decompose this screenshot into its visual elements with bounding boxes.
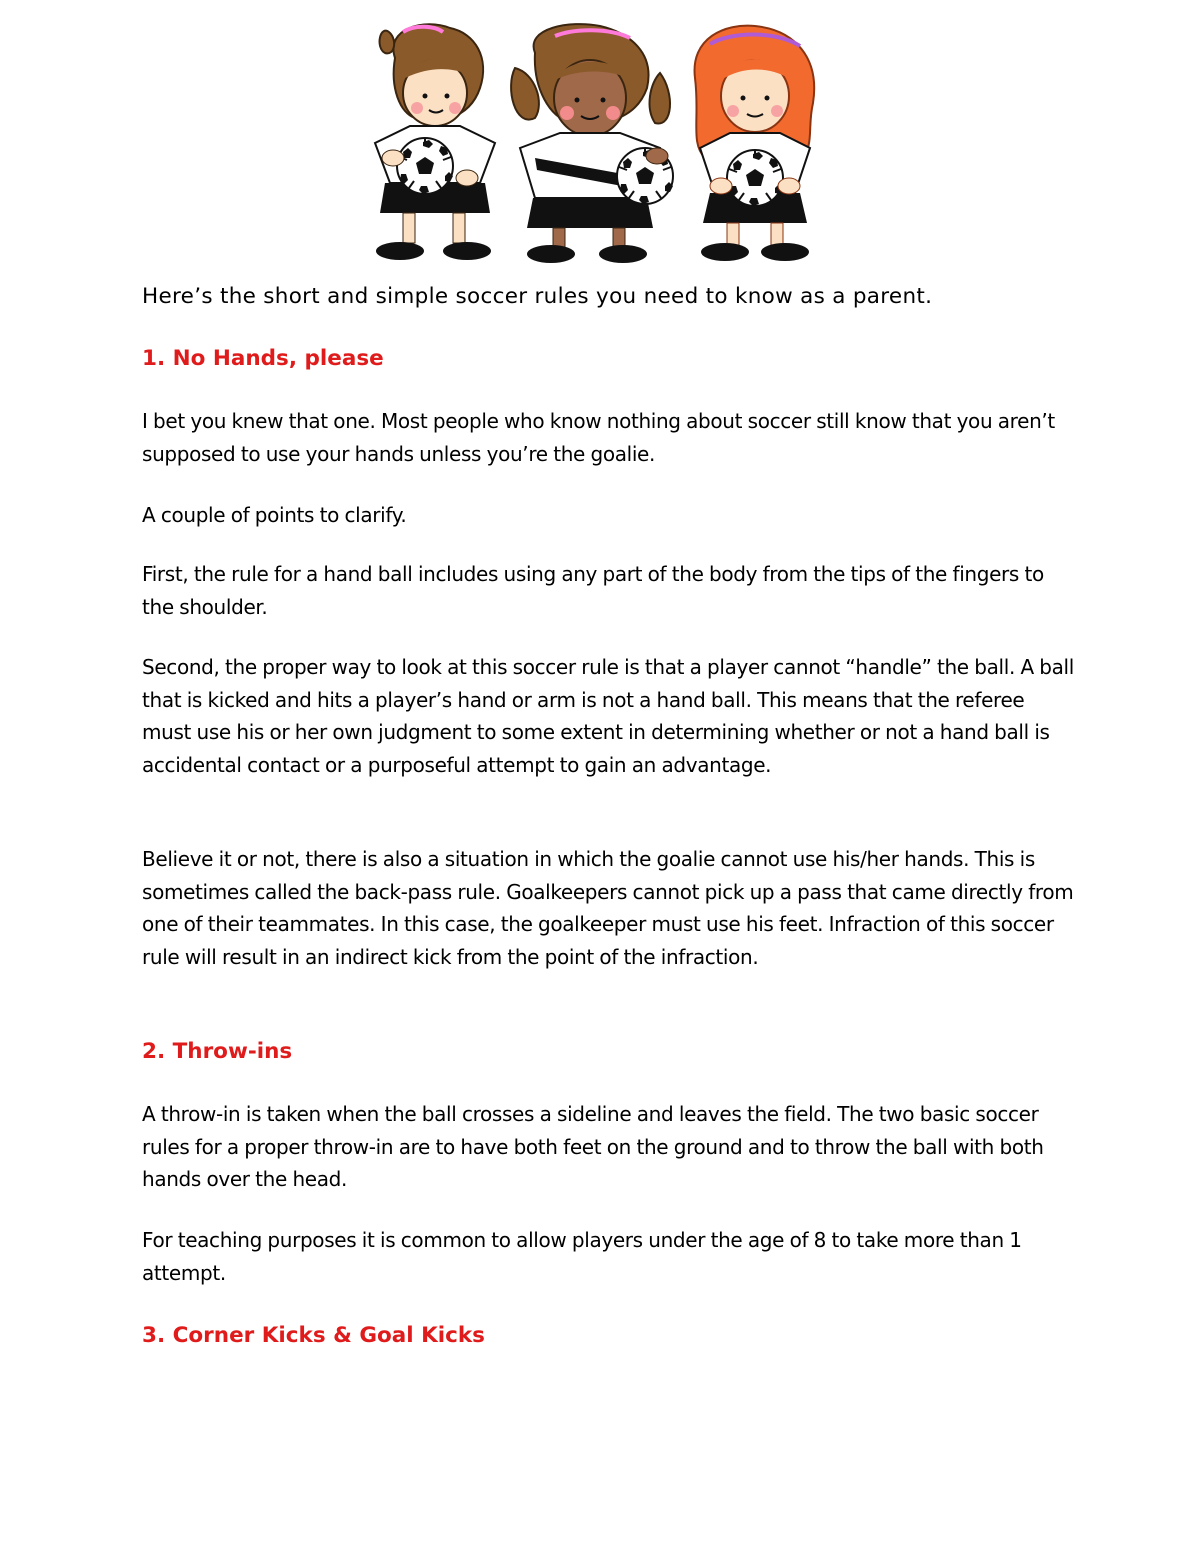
section-2-paragraph-1: A throw-in is taken when the ball crosses a sideline and leaves the field. The two basic soccer rules for a proper throw-in are to have both feet on the ground and to throw the ball with both hands over the head. (142, 1102, 1044, 1192)
section-1-heading: 1. No Hands, please (142, 346, 384, 371)
section-1-paragraph-1: I bet you knew that one. Most people who know nothing about soccer still know that you aren’t supposed to use your hands unless you’re the goalie. (142, 409, 1055, 466)
section-1-paragraph-2: A couple of points to clarify. (142, 503, 407, 527)
intro-text: Here’s the short and simple soccer rules you need to know as a parent. (142, 284, 933, 309)
section-2-paragraph-2: For teaching purposes it is common to allow players under the age of 8 to take more than 1 attempt. (142, 1228, 1022, 1285)
section-1-paragraph-5: Believe it or not, there is also a situation in which the goalie cannot use his/her hands. This is sometimes called the back-pass rule. Goalkeepers cannot pick up a pass that came directly from one of their teammates. In this case, the goalkeeper must use his feet. Infraction of this soccer rule will result in an indirect kick from the point of the infraction. (142, 847, 1074, 969)
girl-1-figure (375, 24, 495, 260)
section-3-heading: 3. Corner Kicks & Goal Kicks (142, 1323, 485, 1348)
girl-2-figure (511, 24, 673, 263)
three-girls-soccer-illustration (355, 18, 845, 268)
section-1-paragraph-4: Second, the proper way to look at this soccer rule is that a player cannot “handle” the ball. A ball that is kicked and hits a player’s hand or arm is not a hand ball. This means that the referee must use his or her own judgment to some extent in determining whether or not a hand ball is accidental contact or a purposeful attempt to gain an advantage. (142, 655, 1074, 777)
section-1-paragraph-3: First, the rule for a hand ball includes using any part of the body from the tips of the fingers to the shoulder. (142, 562, 1044, 619)
section-2-heading: 2. Throw-ins (142, 1039, 293, 1064)
girl-3-figure (695, 26, 815, 261)
